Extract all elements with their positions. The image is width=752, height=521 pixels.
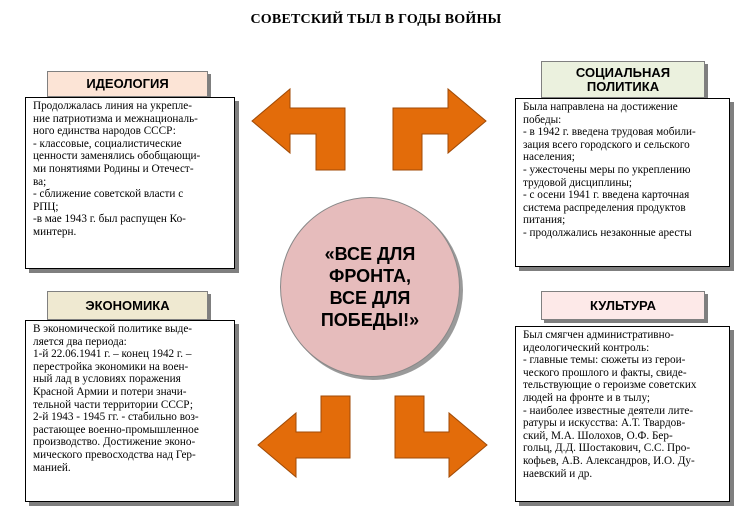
slogan-line-2: ФРОНТА, [329,266,411,286]
ideology-text-line: - классовые, социалистические [33,137,182,150]
economy-text-line: тельной части территории СССР; [33,398,193,411]
economy-text-line: 1-й 22.06.1941 г. – конец 1942 г. – [33,348,192,361]
culture-text-line: идеологический контроль: [523,341,650,354]
ideology-header [47,71,208,97]
social-text-line: - с осени 1941 г. введена карточная [523,189,690,202]
social-text-line: - в 1942 г. введена трудовая мобили- [523,126,696,139]
economy-text-line: манией. [33,461,71,474]
culture-text-line: ский, М.А. Шолохов, О.Ф. Бер- [523,429,673,442]
ideology-box [25,97,235,269]
ideology-text-line: ми понятиями Родины и Отечест- [33,162,194,175]
economy-text-line: В экономической политике выде- [33,323,193,335]
culture-text-line: людей на фронте и в тылу; [523,391,651,404]
ideology-text-line: -в мае 1943 г. был распущен Ко- [33,213,186,226]
social-text-line: победы: [523,113,562,126]
slogan-line-3: ВСЕ ДЛЯ [329,288,411,308]
ideology-text-line: ценности заменялись обобщающи- [33,150,201,163]
social-text-line: система распределения продуктов [523,201,686,214]
economy-text-line: ный лад в условиях поражения [33,373,181,386]
social-text-line: - ужесточены меры по укреплению [523,163,691,176]
center-slogan-circle [280,197,460,377]
culture-text-line: кофьев, А.В. Александров, И.О. Ду- [523,454,695,467]
economy-text-line: перестройка экономики на воен- [33,360,189,373]
arrow-bottom-left [258,396,350,477]
culture-text-line: - главные темы: сюжеты из герои- [523,354,686,367]
social-text-line: зация всего городского и сельского [523,138,690,151]
economy-text-line: 2-й 1943 - 1945 гг. - стабильно воз- [33,411,199,424]
economy-text-line: Красной Армии и потери значи- [33,385,187,398]
economy-text-line: растающее военно-промышленное [33,423,199,436]
social-text-line: населения; [523,151,575,164]
social-header-line-2: ПОЛИТИКА [586,78,660,94]
culture-text-line: ратуры и искусства: А.Т. Твардов- [523,417,686,430]
social-header [541,61,705,98]
culture-text-line: Был смягчен административно- [523,329,674,341]
economy-text-line: ляется два периода: [33,335,127,348]
ideology-header-label: ИДЕОЛОГИЯ [86,76,169,91]
economy-header-label: ЭКОНОМИКА [85,297,170,313]
arrow-bottom-right [395,396,487,477]
social-text-line: трудовой дисциплины; [523,176,633,189]
ideology-text-line: ва; [33,175,47,188]
ideology-text-line: ние патриотизма и межнациональ- [33,112,198,125]
culture-text-line: наевский и др. [523,467,593,480]
culture-header-label: КУЛЬТУРА [590,297,656,313]
culture-header [541,291,705,320]
social-text-line: питания; [523,214,566,227]
slogan-line-4: ПОБЕДЫ!» [320,310,420,330]
ideology-text-line: - сближение советской власти с [33,188,184,201]
social-text-line: Была направлена на достижение [523,101,678,113]
social-box [515,98,730,267]
arrow-top-left [252,89,345,170]
economy-text-line: производство. Достижение эконо- [33,436,196,449]
ideology-text-line: Продолжалась линия на укрепле- [33,100,192,112]
ideology-text-line: РПЦ; [33,200,59,213]
ideology-text-line: минтерн. [33,225,77,238]
social-header-line-1: СОЦИАЛЬНАЯ [575,64,671,80]
culture-text-line: гольц, Д.Д. Шостакович, С.С. Про- [523,442,691,455]
culture-text-line: ческого прошлого и факты, свиде- [523,366,687,379]
culture-text-line: - наиболее известные деятели лите- [523,404,694,417]
economy-text-line: мического превосходства над Гер- [33,448,196,461]
culture-box [515,326,730,502]
social-text-line: - продолжались незаконные аресты [523,226,692,239]
economy-box [25,320,235,502]
ideology-text-line: ного единства народов СССР: [33,125,176,138]
arrow-top-right [393,89,486,170]
economy-header [47,291,208,320]
page-title: СОВЕТСКИЙ ТЫЛ В ГОДЫ ВОЙНЫ [250,12,502,27]
culture-text-line: тельствующие о героизме советских [523,379,697,392]
slogan-line-1: «ВСЕ ДЛЯ [324,244,416,264]
